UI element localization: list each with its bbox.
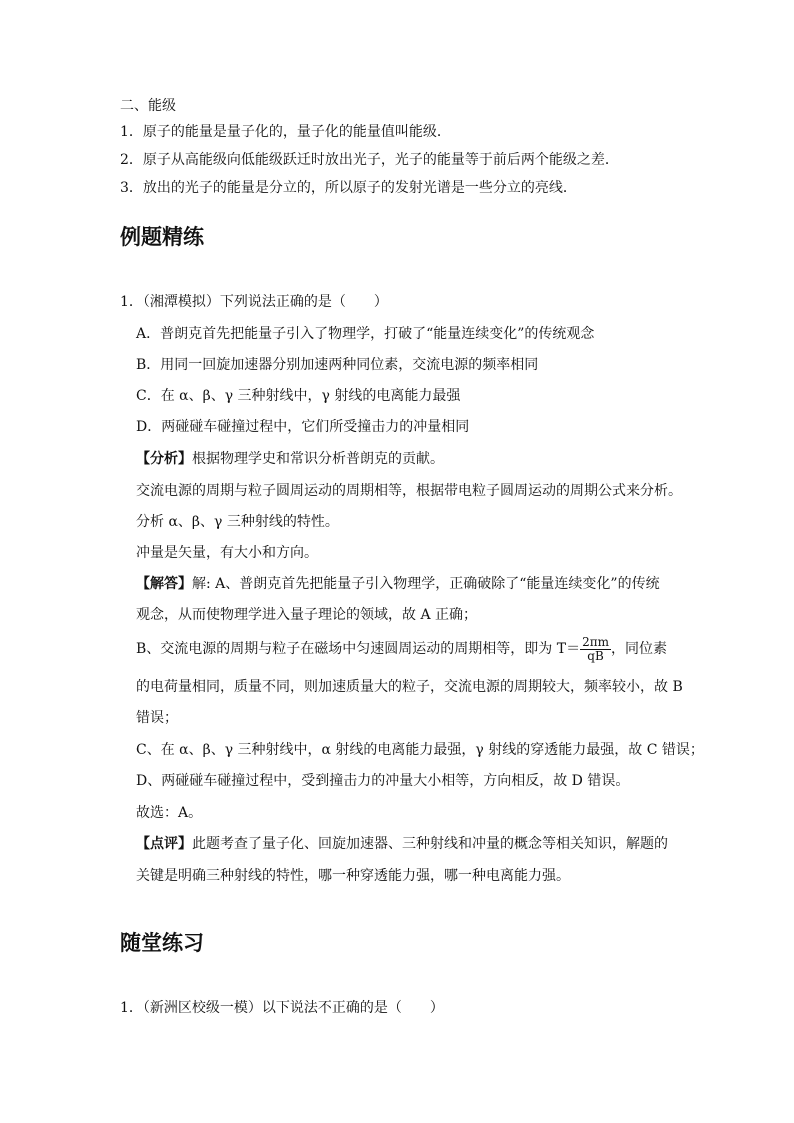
question-text: 1．（新洲区校级一模）以下说法不正确的是（ ） [120,1000,444,1016]
option-a: A．普朗克首先把能量子引入了物理学，打破了“能量连续变化”的传统观念 [136,326,595,342]
comment-tag: 【点评】 [136,836,192,852]
analysis-line: 【分析】根据物理学史和常识分析普朗克的贡献。 [136,451,444,467]
analysis-line: 冲量是矢量，有大小和方向。 [136,545,318,561]
option-b: B．用同一回旋加速器分别加速两种同位素，交流电源的频率相同 [136,357,539,373]
comment-line: 关键是明确三种射线的特性，哪一种穿透能力强，哪一种电离能力强。 [136,868,570,884]
option-d: D．两碰碰车碰撞过程中，它们所受撞击力的冲量相同 [136,419,470,435]
list-item: 1．原子的能量是量子化的，量子化的能量值叫能级． [120,124,451,140]
answer-line: D、两碰碰车碰撞过程中，受到撞击力的冲量大小相等，方向相反，故 D 错误。 [136,773,630,789]
analysis-line: 分析 α、β、γ 三种射线的特性。 [136,514,339,530]
examples-heading: 例题精练 [120,225,204,249]
period-formula: $\frac{2\pi m}{qB}$ [582,634,609,663]
section-title: 二、能级 [120,98,176,114]
analysis-line: 交流电源的周期与粒子圆周运动的周期相等，根据带电粒子圆周运动的周期公式来分析。 [136,483,682,499]
list-item: 2．原子从高能级向低能级跃迁时放出光子，光子的能量等于前后两个能级之差． [120,152,619,168]
question-text: 1．（湘潭模拟）下列说法正确的是（ ） [120,294,388,310]
list-item: 3．放出的光子的能量是分立的，所以原子的发射光谱是一些分立的亮线． [120,180,577,196]
option-c: C．在 α、β、γ 三种射线中，γ 射线的电离能力最强 [136,388,461,404]
answer-line: 错误； [136,710,178,726]
answer-line: C、在 α、β、γ 三种射线中，α 射线的电离能力最强，γ 射线的穿透能力最强，故 C 错误； [136,742,704,758]
answer-tag: 【解答】 [136,576,192,592]
answer-line-formula: B、交流电源的周期与粒子在磁场中匀速圆周运动的周期相等，即为 T＝ $\frac{2\pi m}{qB}$ ，同位素 [136,634,667,663]
analysis-tag: 【分析】 [136,451,192,467]
comment-line: 【点评】此题考查了量子化、回旋加速器、三种射线和冲量的概念等相关知识，解题的 [136,836,668,852]
answer-line: 【解答】解: A、普朗克首先把能量子引入物理学，正确破除了“能量连续变化”的传统 [136,576,660,592]
answer-line: 的电荷量相同，质量不同，则加速质量大的粒子，交流电源的周期较大，频率较小，故 B [136,679,683,695]
practice-heading: 随堂练习 [120,931,204,955]
answer-line: 观念，从而使物理学进入量子理论的领域，故 A 正确； [136,607,478,623]
choice-line: 故选：A。 [136,805,203,821]
